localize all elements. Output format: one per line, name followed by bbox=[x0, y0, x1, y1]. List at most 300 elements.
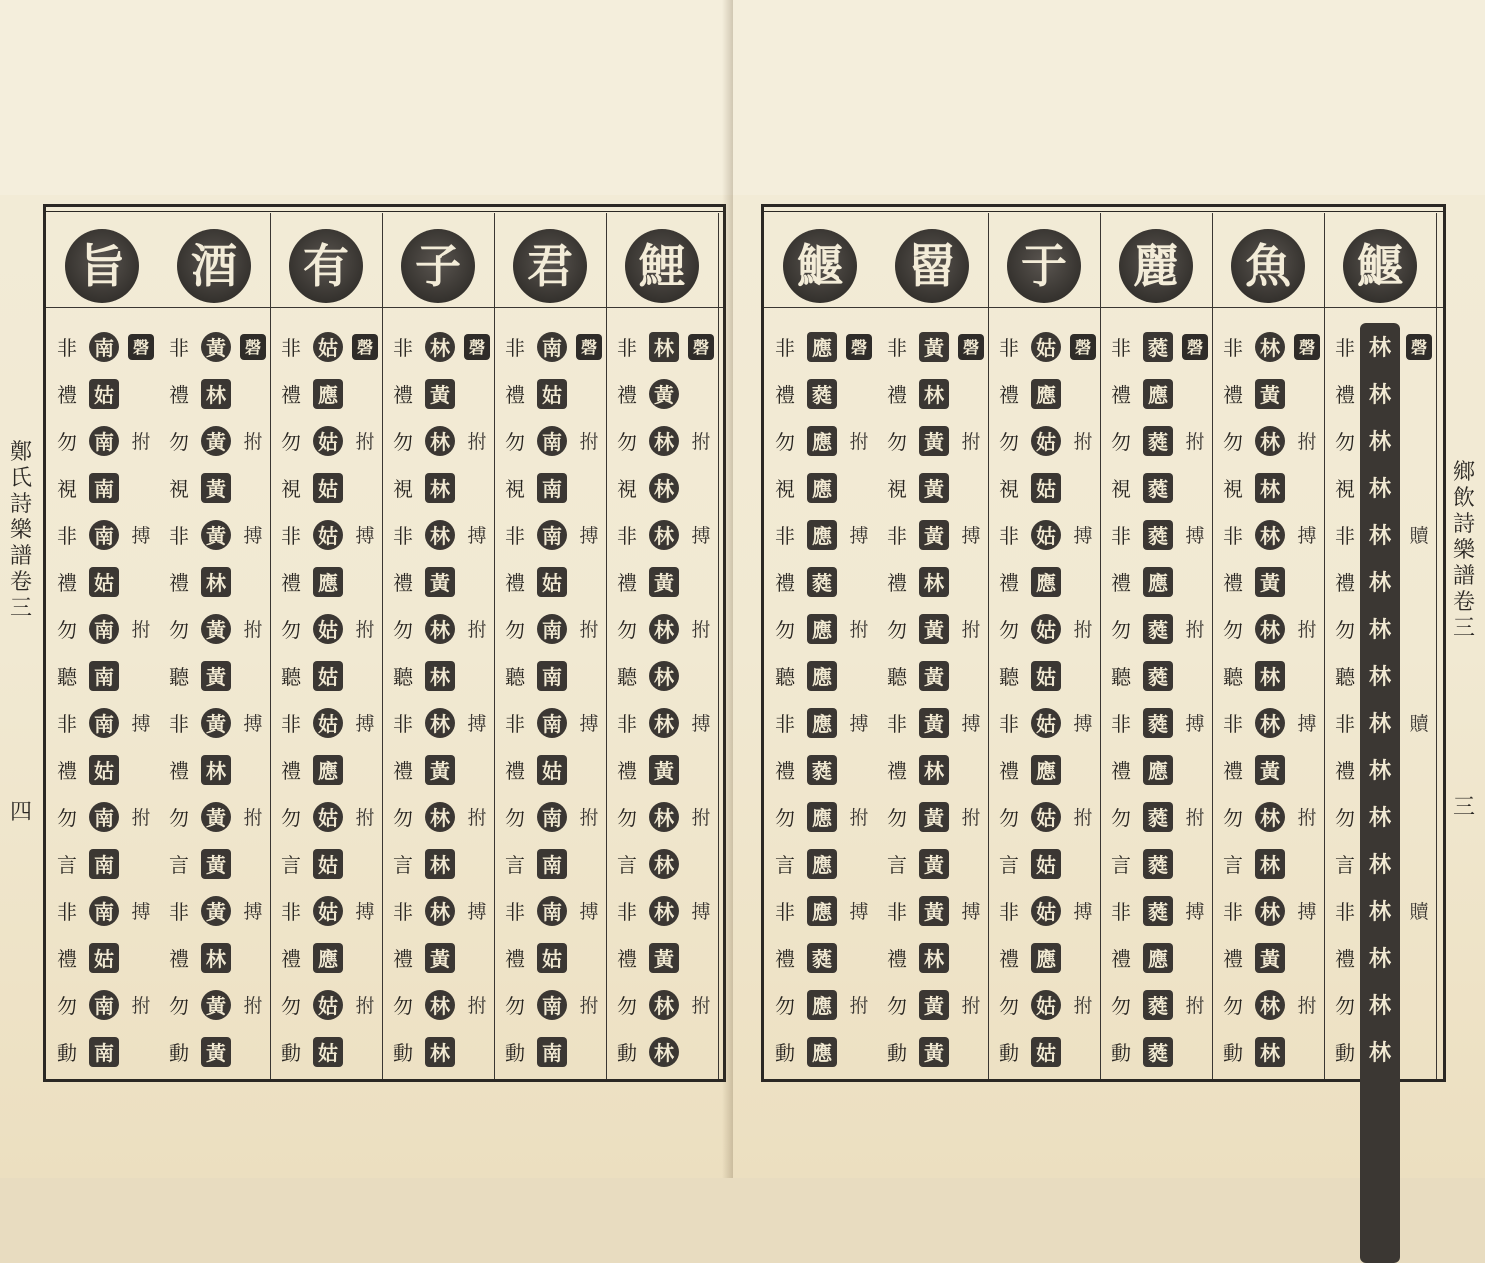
lyric-char: 非 bbox=[775, 900, 795, 924]
pitch-cell bbox=[1028, 699, 1064, 746]
drum-mark bbox=[350, 652, 380, 699]
pitch-char: 應 bbox=[807, 990, 837, 1020]
drum-mark bbox=[1404, 746, 1434, 793]
pitch-cell bbox=[198, 417, 234, 464]
pitch-char: 南 bbox=[89, 990, 119, 1020]
lyric-char: 視 bbox=[1335, 477, 1355, 501]
pitch-char: 姑 bbox=[1031, 802, 1061, 832]
lyric-char: 視 bbox=[775, 477, 795, 501]
drum-mark: 搏 bbox=[849, 713, 869, 735]
score-column bbox=[1100, 213, 1213, 1079]
qing-mark: 磬 bbox=[688, 334, 714, 360]
pitch-cell bbox=[534, 699, 570, 746]
lyric-char: 禮 bbox=[999, 571, 1019, 595]
lyric-char: 視 bbox=[393, 477, 413, 501]
pitch-char: 林 bbox=[1255, 332, 1285, 362]
drum-mark: 拊 bbox=[467, 807, 487, 829]
drum-mark: 拊 bbox=[467, 995, 487, 1017]
pitch-char: 林 bbox=[1368, 758, 1391, 784]
lyric-char: 動 bbox=[1223, 1041, 1243, 1065]
drum-mark: 贖 bbox=[1409, 713, 1429, 735]
lyric-char: 勿 bbox=[775, 806, 795, 830]
drum-mark: 搏 bbox=[467, 713, 487, 735]
pitch-cell bbox=[422, 887, 458, 934]
lyric-char: 禮 bbox=[1223, 383, 1243, 407]
drum-mark: 拊 bbox=[579, 431, 599, 453]
pitch-cell bbox=[1140, 323, 1176, 370]
lyric-char: 勿 bbox=[1111, 618, 1131, 642]
pitch-cell bbox=[646, 887, 682, 934]
lyric-char: 言 bbox=[775, 853, 795, 877]
frame-rule bbox=[764, 211, 1443, 212]
lyric-char: 勿 bbox=[999, 806, 1019, 830]
pitch-char: 林 bbox=[1368, 899, 1391, 925]
pitch-char: 林 bbox=[1368, 570, 1391, 596]
pitch-char: 蕤 bbox=[1143, 661, 1173, 691]
lyric-char: 非 bbox=[1335, 712, 1355, 736]
pitch-cell bbox=[422, 464, 458, 511]
drum-mark bbox=[956, 652, 986, 699]
pitch-char: 姑 bbox=[313, 708, 343, 738]
pitch-char: 姑 bbox=[1031, 520, 1061, 550]
lyric-char: 勿 bbox=[775, 994, 795, 1018]
drum-mark bbox=[686, 746, 716, 793]
lyric-char: 勿 bbox=[505, 430, 525, 454]
right-score-frame bbox=[761, 204, 1446, 1082]
drum-mark: 拊 bbox=[1185, 807, 1205, 829]
pitch-char: 蕤 bbox=[807, 567, 837, 597]
pitch-char: 林 bbox=[201, 755, 231, 785]
pitch-cell bbox=[646, 1028, 682, 1075]
lyric-char: 勿 bbox=[281, 994, 301, 1018]
top-margin bbox=[733, 0, 1485, 195]
left-score-frame bbox=[43, 204, 726, 1082]
pitch-char: 應 bbox=[313, 943, 343, 973]
pitch-column bbox=[1028, 323, 1064, 1075]
drum-column bbox=[350, 323, 380, 1075]
drum-mark: 搏 bbox=[1185, 713, 1205, 735]
drum-mark: 搏 bbox=[579, 713, 599, 735]
lyric-char: 言 bbox=[999, 853, 1019, 877]
drum-mark bbox=[350, 1028, 380, 1075]
drum-mark: 拊 bbox=[243, 431, 263, 453]
pitch-cell bbox=[646, 605, 682, 652]
pitch-cell bbox=[804, 417, 840, 464]
poem-character: 君 bbox=[513, 229, 587, 303]
lyric-char: 勿 bbox=[169, 430, 189, 454]
pitch-cell bbox=[804, 652, 840, 699]
drum-mark bbox=[238, 934, 268, 981]
drum-mark bbox=[686, 840, 716, 887]
pitch-cell bbox=[422, 558, 458, 605]
lyric-char: 禮 bbox=[1223, 759, 1243, 783]
pitch-char: 林 bbox=[649, 661, 679, 691]
lyric-char: 禮 bbox=[887, 383, 907, 407]
lyric-char: 聽 bbox=[1335, 665, 1355, 689]
pitch-cell bbox=[1140, 934, 1176, 981]
pitch-char: 黃 bbox=[919, 849, 949, 879]
lyric-char: 禮 bbox=[1223, 571, 1243, 595]
pitch-cell bbox=[1252, 981, 1288, 1028]
pitch-cell bbox=[916, 370, 952, 417]
drum-mark bbox=[1068, 746, 1098, 793]
lyric-char: 禮 bbox=[169, 383, 189, 407]
pitch-cell bbox=[1028, 511, 1064, 558]
pitch-char: 黃 bbox=[919, 473, 949, 503]
drum-mark: 拊 bbox=[579, 807, 599, 829]
drum-mark bbox=[686, 934, 716, 981]
lyric-column bbox=[610, 323, 644, 1075]
drum-mark: 拊 bbox=[849, 995, 869, 1017]
pitch-cell bbox=[1140, 417, 1176, 464]
drum-mark: 搏 bbox=[131, 525, 151, 547]
lyric-char: 勿 bbox=[1223, 994, 1243, 1018]
drum-mark: 搏 bbox=[1073, 525, 1093, 547]
lyric-char: 非 bbox=[1111, 524, 1131, 548]
drum-mark: 贖 bbox=[1409, 901, 1429, 923]
lyric-char: 禮 bbox=[57, 947, 77, 971]
drum-column bbox=[238, 323, 268, 1075]
lyric-char: 禮 bbox=[57, 759, 77, 783]
pitch-cell bbox=[804, 511, 840, 558]
lyric-char: 非 bbox=[999, 336, 1019, 360]
pitch-char: 應 bbox=[1143, 567, 1173, 597]
drum-mark bbox=[126, 323, 156, 370]
drum-mark bbox=[574, 1028, 604, 1075]
drum-mark bbox=[238, 323, 268, 370]
pitch-char: 南 bbox=[89, 661, 119, 691]
lyric-char: 禮 bbox=[775, 383, 795, 407]
lyric-char: 非 bbox=[775, 712, 795, 736]
lyric-char: 非 bbox=[393, 900, 413, 924]
margin-title-char: 樂 bbox=[1453, 538, 1476, 563]
pitch-char: 林 bbox=[1255, 661, 1285, 691]
pitch-cell bbox=[1252, 934, 1288, 981]
pitch-char: 林 bbox=[1368, 523, 1391, 549]
pitch-cell bbox=[86, 464, 122, 511]
lyric-char: 非 bbox=[617, 336, 637, 360]
pitch-char: 南 bbox=[89, 1037, 119, 1067]
pitch-char: 林 bbox=[425, 849, 455, 879]
pitch-cell bbox=[804, 370, 840, 417]
pitch-cell bbox=[804, 464, 840, 511]
qing-mark: 磬 bbox=[240, 334, 266, 360]
lyric-char: 禮 bbox=[281, 383, 301, 407]
drum-mark: 搏 bbox=[849, 901, 869, 923]
qing-mark: 磬 bbox=[1070, 334, 1096, 360]
lyric-char: 禮 bbox=[1223, 947, 1243, 971]
left-folio bbox=[10, 800, 32, 826]
drum-mark bbox=[1292, 652, 1322, 699]
pitch-char: 姑 bbox=[89, 943, 119, 973]
lyric-char: 禮 bbox=[617, 571, 637, 595]
pitch-cell bbox=[534, 840, 570, 887]
pitch-cell bbox=[804, 887, 840, 934]
drum-mark: 拊 bbox=[243, 807, 263, 829]
pitch-cell bbox=[1140, 652, 1176, 699]
drum-mark: 拊 bbox=[849, 807, 869, 829]
lyric-char: 勿 bbox=[999, 994, 1019, 1018]
pitch-cell bbox=[422, 981, 458, 1028]
pitch-cell bbox=[198, 699, 234, 746]
lyric-char: 視 bbox=[617, 477, 637, 501]
pitch-cell bbox=[1252, 370, 1288, 417]
lyric-char: 禮 bbox=[505, 571, 525, 595]
drum-mark bbox=[956, 1028, 986, 1075]
lyric-char: 動 bbox=[775, 1041, 795, 1065]
lyric-char: 言 bbox=[1223, 853, 1243, 877]
lyric-char: 勿 bbox=[169, 994, 189, 1018]
pitch-cell bbox=[86, 558, 122, 605]
drum-mark: 拊 bbox=[131, 431, 151, 453]
margin-title-char: 譜 bbox=[10, 544, 33, 569]
lyric-char: 視 bbox=[1223, 477, 1243, 501]
pitch-cell bbox=[86, 840, 122, 887]
pitch-cell bbox=[198, 793, 234, 840]
pitch-char: 應 bbox=[807, 896, 837, 926]
pitch-cell bbox=[422, 934, 458, 981]
pitch-cell bbox=[1028, 652, 1064, 699]
lyric-char: 視 bbox=[57, 477, 77, 501]
lyric-char: 禮 bbox=[775, 947, 795, 971]
pitch-char: 姑 bbox=[313, 661, 343, 691]
pitch-column bbox=[1140, 323, 1176, 1075]
pitch-cell bbox=[646, 652, 682, 699]
drum-mark bbox=[238, 652, 268, 699]
pitch-column bbox=[534, 323, 570, 1075]
pitch-char: 應 bbox=[807, 661, 837, 691]
drum-mark bbox=[462, 464, 492, 511]
pitch-char: 林 bbox=[1368, 617, 1391, 643]
lyric-char: 禮 bbox=[281, 759, 301, 783]
pitch-char: 黃 bbox=[201, 1037, 231, 1067]
pitch-char: 林 bbox=[425, 520, 455, 550]
lyric-column bbox=[880, 323, 914, 1075]
lyric-char: 聽 bbox=[169, 665, 189, 689]
lyric-char: 禮 bbox=[57, 383, 77, 407]
lyric-char: 非 bbox=[57, 524, 77, 548]
lyric-char: 禮 bbox=[169, 947, 189, 971]
pitch-char: 南 bbox=[537, 849, 567, 879]
pitch-cell bbox=[1252, 323, 1288, 370]
pitch-cell bbox=[916, 417, 952, 464]
drum-mark: 拊 bbox=[691, 431, 711, 453]
pitch-char: 南 bbox=[89, 614, 119, 644]
pitch-char: 林 bbox=[201, 379, 231, 409]
drum-column bbox=[956, 323, 986, 1075]
pitch-cell bbox=[86, 793, 122, 840]
pitch-char: 黃 bbox=[919, 614, 949, 644]
pitch-char: 南 bbox=[537, 614, 567, 644]
pitch-cell bbox=[916, 934, 952, 981]
drum-column bbox=[844, 323, 874, 1075]
pitch-cell bbox=[804, 793, 840, 840]
pitch-column bbox=[1252, 323, 1288, 1075]
drum-mark: 搏 bbox=[131, 713, 151, 735]
drum-mark bbox=[844, 746, 874, 793]
drum-mark bbox=[1068, 1028, 1098, 1075]
pitch-char: 黃 bbox=[201, 332, 231, 362]
drum-mark bbox=[686, 370, 716, 417]
drum-mark: 搏 bbox=[849, 525, 869, 547]
drum-mark: 搏 bbox=[1073, 713, 1093, 735]
pitch-cell bbox=[916, 887, 952, 934]
pitch-char: 林 bbox=[201, 567, 231, 597]
drum-mark bbox=[1180, 746, 1210, 793]
lyric-char: 禮 bbox=[505, 383, 525, 407]
pitch-cell bbox=[534, 1028, 570, 1075]
pitch-char: 蕤 bbox=[1143, 849, 1173, 879]
drum-mark bbox=[686, 558, 716, 605]
pitch-char: 南 bbox=[537, 332, 567, 362]
pitch-char: 林 bbox=[1255, 1037, 1285, 1067]
drum-mark: 拊 bbox=[243, 619, 263, 641]
folio-number: 四 bbox=[10, 800, 33, 825]
pitch-char: 蕤 bbox=[1143, 1037, 1173, 1067]
lyric-char: 非 bbox=[393, 336, 413, 360]
drum-mark: 拊 bbox=[961, 619, 981, 641]
drum-mark bbox=[1180, 323, 1210, 370]
pitch-char: 林 bbox=[1368, 946, 1391, 972]
lyric-char: 勿 bbox=[1111, 806, 1131, 830]
drum-mark: 拊 bbox=[691, 807, 711, 829]
drum-mark: 搏 bbox=[579, 525, 599, 547]
pitch-char: 蕤 bbox=[1143, 614, 1173, 644]
pitch-char: 應 bbox=[313, 755, 343, 785]
pitch-cell bbox=[534, 934, 570, 981]
lyric-char: 視 bbox=[169, 477, 189, 501]
lyric-char: 非 bbox=[169, 336, 189, 360]
lyric-char: 聽 bbox=[999, 665, 1019, 689]
lyric-char: 動 bbox=[999, 1041, 1019, 1065]
pitch-cell bbox=[422, 840, 458, 887]
qing-mark: 磬 bbox=[128, 334, 154, 360]
drum-mark: 拊 bbox=[1073, 995, 1093, 1017]
pitch-cell bbox=[534, 746, 570, 793]
pitch-cell bbox=[916, 981, 952, 1028]
pitch-char: 林 bbox=[425, 896, 455, 926]
pitch-cell bbox=[804, 1028, 840, 1075]
pitch-cell bbox=[1028, 605, 1064, 652]
pitch-char: 姑 bbox=[89, 567, 119, 597]
pitch-cell bbox=[1028, 464, 1064, 511]
pitch-cell bbox=[310, 605, 346, 652]
pitch-char: 黃 bbox=[919, 896, 949, 926]
drum-mark bbox=[1404, 323, 1434, 370]
pitch-cell bbox=[916, 323, 952, 370]
pitch-cell bbox=[804, 934, 840, 981]
drum-mark: 搏 bbox=[1297, 713, 1317, 735]
lyric-char: 禮 bbox=[393, 571, 413, 595]
pitch-cell bbox=[310, 558, 346, 605]
pitch-char: 應 bbox=[1143, 943, 1173, 973]
lyric-char: 聽 bbox=[1223, 665, 1243, 689]
lyric-char: 勿 bbox=[57, 618, 77, 642]
lyric-char: 勿 bbox=[999, 618, 1019, 642]
pitch-char: 林 bbox=[649, 614, 679, 644]
pitch-char: 林 bbox=[1255, 990, 1285, 1020]
pitch-char: 姑 bbox=[313, 802, 343, 832]
drum-mark bbox=[1068, 652, 1098, 699]
pitch-cell bbox=[646, 417, 682, 464]
drum-mark bbox=[1292, 1028, 1322, 1075]
pitch-cell bbox=[646, 558, 682, 605]
lyric-char: 非 bbox=[281, 524, 301, 548]
drum-mark bbox=[844, 934, 874, 981]
drum-mark: 拊 bbox=[355, 619, 375, 641]
pitch-column bbox=[198, 323, 234, 1075]
score-column bbox=[270, 213, 383, 1079]
pitch-cell bbox=[1140, 1028, 1176, 1075]
drum-column bbox=[1292, 323, 1322, 1075]
pitch-cell bbox=[1140, 370, 1176, 417]
lyric-char: 勿 bbox=[887, 994, 907, 1018]
pitch-char: 姑 bbox=[1031, 708, 1061, 738]
drum-mark bbox=[126, 652, 156, 699]
pitch-char: 應 bbox=[1031, 755, 1061, 785]
poem-character: 鰋 bbox=[783, 229, 857, 303]
pitch-char: 南 bbox=[537, 802, 567, 832]
pitch-cell bbox=[310, 370, 346, 417]
pitch-cell bbox=[86, 981, 122, 1028]
lyric-char: 非 bbox=[1111, 712, 1131, 736]
drum-mark bbox=[462, 558, 492, 605]
margin-title-char: 三 bbox=[10, 596, 33, 621]
lyric-char: 非 bbox=[775, 524, 795, 548]
pitch-cell bbox=[198, 323, 234, 370]
pitch-cell bbox=[916, 464, 952, 511]
pitch-cell bbox=[534, 464, 570, 511]
pitch-char: 姑 bbox=[89, 755, 119, 785]
pitch-char: 林 bbox=[649, 1037, 679, 1067]
lyric-char: 非 bbox=[169, 524, 189, 548]
pitch-char: 黃 bbox=[1255, 567, 1285, 597]
pitch-char: 林 bbox=[1368, 852, 1391, 878]
lyric-char: 視 bbox=[281, 477, 301, 501]
qing-mark: 磬 bbox=[958, 334, 984, 360]
pitch-cell bbox=[422, 652, 458, 699]
drum-mark: 搏 bbox=[355, 713, 375, 735]
lyric-char: 禮 bbox=[505, 947, 525, 971]
lyric-char: 禮 bbox=[393, 759, 413, 783]
pitch-char: 南 bbox=[537, 520, 567, 550]
pitch-char: 蕤 bbox=[1143, 802, 1173, 832]
pitch-cell bbox=[1252, 793, 1288, 840]
drum-mark: 搏 bbox=[1185, 525, 1205, 547]
pitch-cell bbox=[646, 934, 682, 981]
poem-character: 麗 bbox=[1119, 229, 1193, 303]
pitch-char: 姑 bbox=[89, 379, 119, 409]
pitch-cell bbox=[916, 746, 952, 793]
pitch-cell bbox=[198, 840, 234, 887]
lyric-char: 非 bbox=[1223, 524, 1243, 548]
drum-mark bbox=[844, 558, 874, 605]
pitch-char: 黃 bbox=[919, 332, 949, 362]
pitch-char: 南 bbox=[537, 990, 567, 1020]
pitch-char: 姑 bbox=[537, 567, 567, 597]
lyric-char: 非 bbox=[887, 900, 907, 924]
pitch-char: 蕤 bbox=[1143, 896, 1173, 926]
lyric-char: 動 bbox=[57, 1041, 77, 1065]
lyric-char: 勿 bbox=[281, 430, 301, 454]
pitch-cell bbox=[804, 981, 840, 1028]
drum-mark bbox=[238, 746, 268, 793]
pitch-cell bbox=[1140, 887, 1176, 934]
drum-mark: 拊 bbox=[1297, 807, 1317, 829]
pitch-cell bbox=[198, 746, 234, 793]
lyric-char: 禮 bbox=[617, 759, 637, 783]
pitch-char: 林 bbox=[425, 708, 455, 738]
